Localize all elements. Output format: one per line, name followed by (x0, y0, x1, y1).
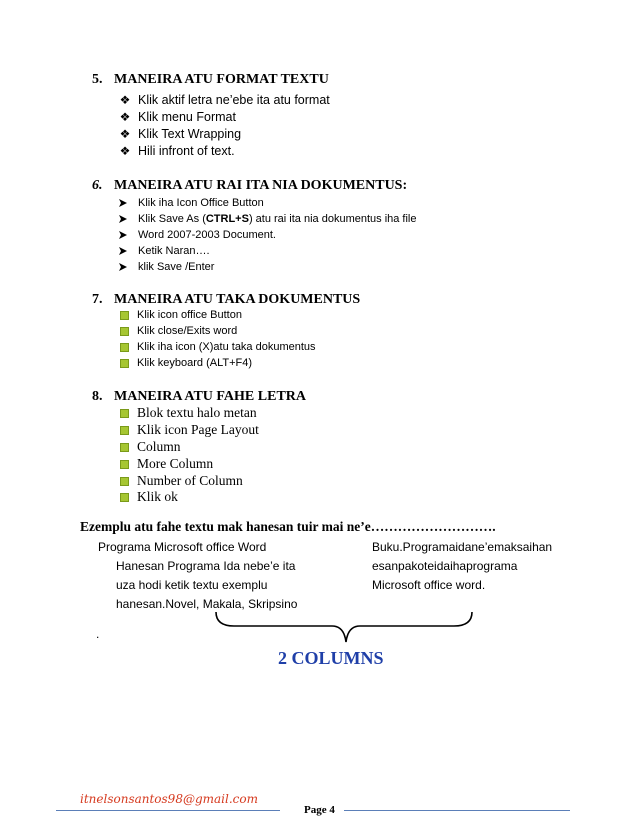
column-line: hanesan.Novel, Makala, Skripsino (116, 597, 298, 611)
section-5-number: 5. (92, 72, 103, 87)
page-number: Page 4 (304, 804, 335, 816)
list-item: ❖ Hili infront of text. (119, 144, 235, 158)
list-item: Blok textu halo metan (118, 405, 257, 421)
green-square-bullet-icon (120, 409, 129, 418)
diamond-bullet-icon: ❖ (119, 144, 131, 158)
list-item: Klik icon office Button (118, 309, 242, 321)
footer-email: itnelsonsantos98@gmail.com (80, 792, 258, 806)
green-square-bullet-icon (120, 311, 129, 320)
column-line: Buku.Programaidane’emaksaihan (372, 540, 553, 554)
green-square-bullet-icon (120, 426, 129, 435)
section-5-title: MANEIRA ATU FORMAT TEXTU (114, 72, 329, 87)
list-item: Klik keyboard (ALT+F4) (118, 357, 252, 369)
list-item: Klik ok (118, 489, 178, 505)
list-item: klik Save /Enter (118, 261, 214, 273)
section-6-number: 6. (92, 178, 103, 193)
section-8-heading (92, 389, 306, 405)
diamond-bullet-icon: ❖ (119, 127, 131, 141)
column-line: Programa Microsoft office Word (98, 540, 267, 554)
section-7-heading (92, 292, 360, 308)
list-item: More Column (118, 456, 213, 472)
green-square-bullet-icon (120, 493, 129, 502)
green-square-bullet-icon (120, 443, 129, 452)
stray-dot: . (96, 627, 100, 641)
arrow-bullet-icon (118, 214, 132, 224)
list-item: Column (118, 439, 181, 455)
section-6-title: MANEIRA ATU RAI ITA NIA DOKUMENTUS: (114, 178, 408, 193)
diamond-bullet-icon: ❖ (119, 110, 131, 124)
section-5-heading (92, 72, 329, 88)
arrow-bullet-icon (118, 230, 132, 240)
list-item: Klik iha icon (X)atu taka dokumentus (118, 341, 316, 353)
column-line: Hanesan Programa Ida nebe’e ita (116, 559, 296, 573)
curly-brace-icon (214, 610, 474, 646)
list-item: Number of Column (118, 473, 243, 489)
section-8-title: MANEIRA ATU FAHE LETRA (114, 389, 307, 404)
list-item: Klik iha Icon Office Button (118, 197, 264, 209)
section-6-heading (92, 178, 407, 194)
arrow-bullet-icon (118, 246, 132, 256)
columns-label: 2 COLUMNS (278, 648, 384, 668)
left-column (98, 538, 297, 614)
arrow-bullet-icon (118, 262, 132, 272)
list-item: Ketik Naran…. (118, 245, 210, 257)
diamond-bullet-icon: ❖ (119, 93, 131, 107)
green-square-bullet-icon (120, 343, 129, 352)
section-8-number: 8. (92, 389, 103, 404)
example-title: Ezemplu atu fahe textu mak hanesan tuir mai ne’e………………………. (80, 519, 496, 534)
arrow-bullet-icon (118, 198, 132, 208)
column-line: esanpakoteidaihaprograma (372, 559, 518, 573)
list-item: Word 2007-2003 Document. (118, 229, 276, 241)
right-column (372, 538, 552, 595)
section-7-title: MANEIRA ATU TAKA DOKUMENTUS (114, 292, 361, 307)
list-item: ❖ Klik Text Wrapping (119, 127, 242, 141)
column-line: uza hodi ketik textu exemplu (116, 578, 268, 592)
section-7-number: 7. (92, 292, 103, 307)
green-square-bullet-icon (120, 327, 129, 336)
list-item: ❖ Klik aktif letra ne’ebe ita atu format (119, 93, 330, 107)
list-item: Klik close/Exits word (118, 325, 237, 337)
green-square-bullet-icon (120, 359, 129, 368)
list-item: ❖ Klik menu Format (119, 110, 236, 124)
green-square-bullet-icon (120, 460, 129, 469)
list-item: Klik Save As ( CTRL+S ) atu rai ita nia dokumentus iha file (118, 213, 417, 225)
green-square-bullet-icon (120, 477, 129, 486)
footer-rule-right (344, 810, 570, 811)
column-line: Microsoft office word. (372, 578, 486, 592)
list-item: Klik icon Page Layout (118, 422, 259, 438)
footer-rule-left (56, 810, 280, 811)
